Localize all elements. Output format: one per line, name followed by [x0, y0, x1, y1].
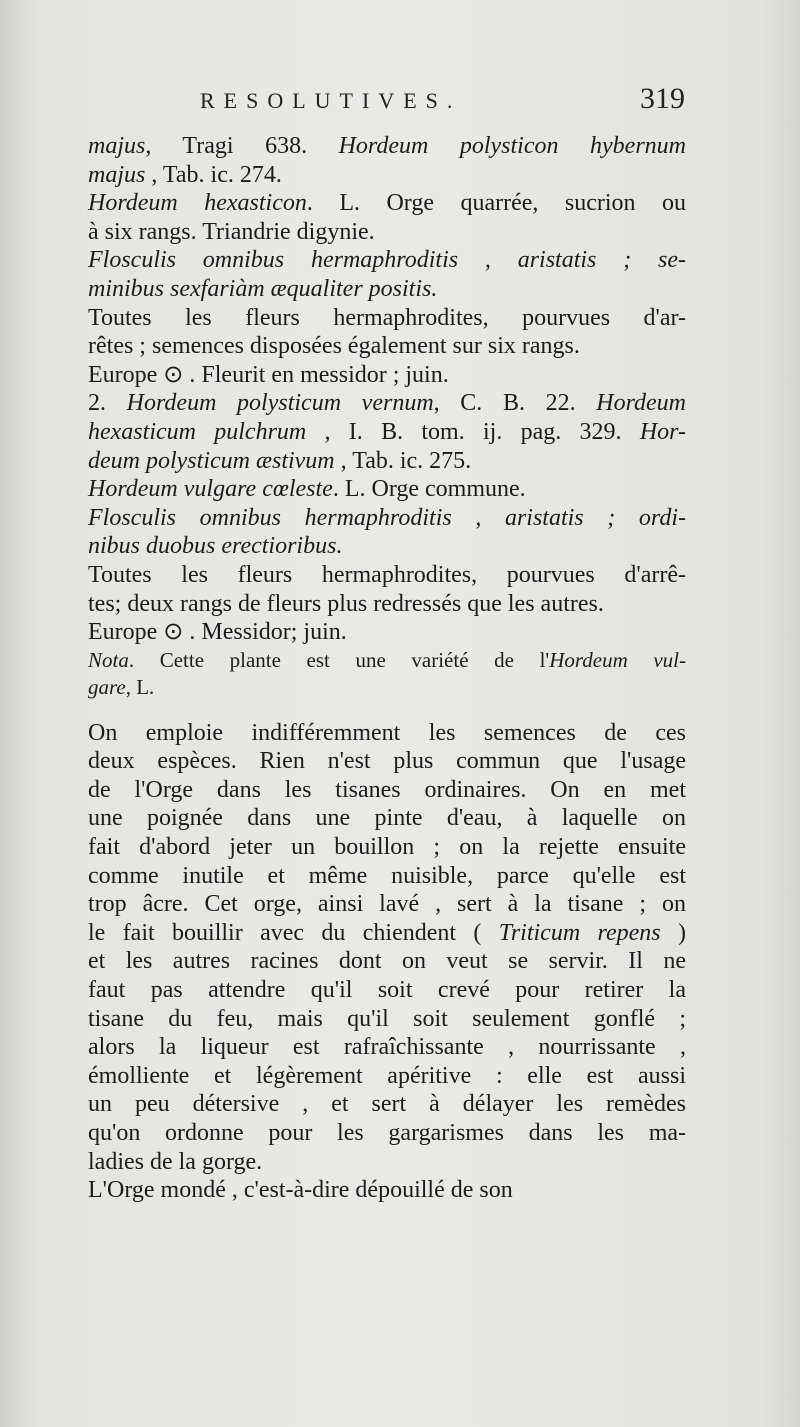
italic-text: minibus sexfariàm æqualiter positis.	[88, 275, 438, 302]
italic-text: Nota	[88, 647, 129, 672]
italic-text: Flosculis omnibus hermaphroditis , aristatis ; se-	[88, 247, 686, 274]
italic-text: Hordeum vul-	[549, 647, 686, 672]
text-line	[66, 890, 686, 919]
paragraph-p1	[66, 132, 686, 189]
italic-text: Triticum repens	[498, 919, 661, 946]
paragraph-p2	[66, 189, 686, 246]
italic-text: gare	[88, 674, 126, 699]
paragraph-p11	[66, 647, 686, 701]
text-run: faut pas attendre qu'il soit crevé pour retirer la	[88, 977, 686, 1004]
text-line	[66, 804, 686, 833]
text-run: émolliente et légèrement apéritive : elle est aussi	[88, 1062, 686, 1089]
text-line	[66, 447, 686, 476]
text-line	[66, 132, 686, 161]
text-run: , I. B. tom. ij. pag. 329.	[306, 418, 640, 445]
text-run: On emploie indifféremment les semences de ces	[88, 719, 686, 746]
text-run: )	[660, 919, 686, 946]
text-run: comme inutile et même nuisible, parce qu'elle est	[88, 862, 686, 889]
text-line	[66, 189, 686, 218]
text-run: Europe ⊙ . Fleurit en messidor ; juin.	[88, 361, 449, 388]
text-run: un peu détersive , et sert à délayer les remèdes	[88, 1091, 686, 1118]
text-line	[66, 275, 686, 304]
text-line	[66, 1148, 686, 1177]
text-run: de l'Orge dans les tisanes ordinaires. On en met	[88, 776, 686, 803]
text-line	[66, 1005, 686, 1034]
paragraph-p9	[66, 561, 686, 618]
text-run: rêtes ; semences disposées également sur six rangs.	[88, 333, 580, 360]
italic-text: Hordeum polysticon hybernum	[338, 133, 686, 159]
page-number: 319	[640, 82, 685, 115]
text-run: et les autres racines dont on veut se servir. Il ne	[88, 948, 686, 975]
text-run: . L. Orge commune.	[332, 476, 526, 503]
text-line	[66, 776, 686, 805]
text-run: Toutes les fleurs hermaphrodites, pourvues d'ar-	[88, 304, 686, 331]
text-line	[66, 1033, 686, 1062]
text-line	[66, 361, 686, 390]
italic-text: Hordeum polysticum vernum	[126, 390, 434, 417]
text-line	[66, 976, 686, 1005]
text-line	[66, 504, 686, 533]
text-line	[66, 561, 686, 590]
text-run: . Cette plante est une variété de l'	[128, 647, 550, 672]
text-line	[66, 246, 686, 275]
text-run: une poignée dans une pinte d'eau, à laquelle on	[88, 805, 686, 832]
text-line	[66, 1176, 686, 1205]
paragraph-p12	[66, 719, 686, 1177]
running-head: RESOLUTIVES.	[200, 88, 462, 113]
text-line	[66, 418, 686, 447]
text-line	[66, 218, 686, 247]
text-line	[66, 647, 686, 674]
text-run: tisane du feu, mais qu'il soit seulement gonflé ;	[88, 1005, 686, 1032]
italic-text: Hordeum hexasticon	[88, 190, 307, 217]
text-line	[66, 618, 686, 647]
text-run: , Tab. ic. 274.	[145, 161, 282, 188]
text-run: , C. B. 22.	[433, 390, 597, 417]
italic-text: deum polysticum æstivum	[88, 447, 335, 474]
paragraph-p5	[66, 361, 686, 390]
text-run: trop âcre. Cet orge, ainsi lavé , sert à la tisane ; on	[88, 891, 686, 918]
text-run: Toutes les fleurs hermaphrodites, pourvues d'arrê-	[88, 561, 686, 588]
italic-text: hexasticum pulchrum	[88, 418, 307, 445]
text-run: tes; deux rangs de fleurs plus redressés que les autres.	[88, 590, 604, 617]
text-line	[66, 590, 686, 619]
text-run: L'Orge mondé , c'est-à-dire dépouillé de son	[88, 1177, 513, 1204]
text-line	[66, 475, 686, 504]
text-line	[66, 332, 686, 361]
paragraph-p10	[66, 618, 686, 647]
paragraph-p13	[66, 1176, 686, 1205]
paragraph-p6	[66, 389, 686, 475]
text-run: ladies de la gorge.	[88, 1148, 263, 1175]
text-line	[66, 1119, 686, 1148]
text-run: , L.	[125, 674, 155, 699]
text-run: fait d'abord jeter un bouillon ; on la rejette ensuite	[88, 834, 686, 861]
paragraph-p4	[66, 304, 686, 361]
text-run: qu'on ordonne pour les gargarismes dans les ma-	[88, 1120, 686, 1146]
italic-text: nibus duobus erectioribus.	[88, 533, 343, 560]
text-line	[66, 674, 686, 701]
text-line	[66, 161, 686, 190]
text-line	[66, 947, 686, 976]
text-run: le fait bouillir avec du chiendent (	[88, 919, 499, 946]
paragraph-p8	[66, 504, 686, 561]
text-run: alors la liqueur est rafraîchissante , nourrissante ,	[88, 1034, 686, 1061]
italic-text: Hordeum	[596, 390, 686, 417]
text-line	[66, 532, 686, 561]
text-run: , Tragi 638.	[145, 133, 339, 159]
text-run: deux espèces. Rien n'est plus commun que l'usage	[88, 748, 686, 775]
text-line	[66, 747, 686, 776]
page-header	[60, 82, 685, 124]
italic-text: Hordeum vulgare cœleste	[88, 476, 333, 503]
text-line	[66, 719, 686, 748]
text-line	[66, 862, 686, 891]
text-line	[66, 919, 686, 948]
paragraph-p7	[66, 475, 686, 504]
text-run: . L. Orge quarrée, sucrion ou	[306, 190, 687, 217]
text-line	[66, 304, 686, 333]
text-run: à six rangs. Triandrie digynie.	[88, 218, 375, 245]
italic-text: Hor-	[639, 418, 686, 445]
paragraph-p3	[66, 246, 686, 303]
text-line	[66, 389, 686, 418]
text-line	[66, 833, 686, 862]
body-text	[66, 132, 686, 1205]
italic-text: majus	[88, 161, 146, 188]
text-run: 2.	[88, 390, 127, 417]
text-line	[66, 1090, 686, 1119]
text-run: , Tab. ic. 275.	[334, 447, 472, 474]
italic-text: majus	[88, 133, 146, 159]
text-line	[66, 1062, 686, 1091]
text-run: Europe ⊙ . Messidor; juin.	[88, 619, 347, 646]
italic-text: Flosculis omnibus hermaphroditis , aristatis ; ordi-	[88, 504, 686, 531]
